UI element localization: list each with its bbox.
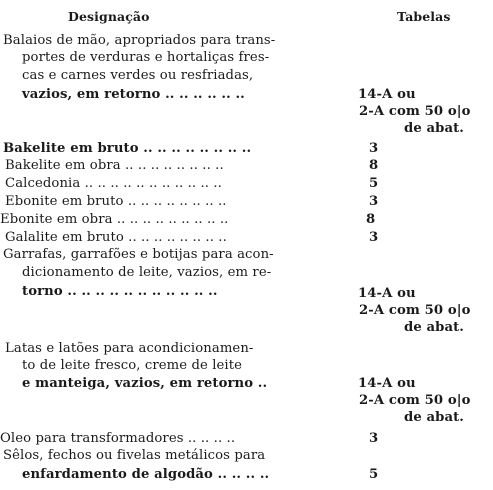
entry-galalite-bruto: Galalite em bruto .. .. .. .. .. .. .. ..	[5, 230, 227, 245]
entry-ebonite-obra: Ebonite em obra .. .. .. .. .. .. .. .. ..	[0, 212, 229, 227]
entry-balaios-line-1: Balaios de mão, apropriados para trans-	[3, 33, 276, 48]
tabela-latas-1: 14-A ou	[358, 376, 416, 391]
tabela-bakelite-obra: 8	[369, 158, 379, 173]
entry-balaios-line-4: vazios, em retorno .. .. .. .. .. ..	[22, 87, 245, 102]
entry-garrafas-line-2: dicionamento de leite, vazios, em re-	[22, 265, 272, 280]
entry-bakelite-bruto: Bakelite em bruto .. .. .. .. .. .. .. ..	[3, 141, 252, 156]
entry-ebonite-bruto: Ebonite em bruto .. .. .. .. .. .. .. ..	[5, 194, 227, 209]
tabela-latas-2: 2-A com 50 o|o	[359, 393, 471, 408]
entry-latas-line-3: e manteiga, vazios, em retorno ..	[22, 376, 268, 391]
entry-selos-line-1: Sêlos, fechos ou fivelas metálicos para	[3, 448, 266, 463]
entry-balaios-line-3: cas e carnes verdes ou resfriadas,	[22, 68, 254, 83]
tabela-garrafas-2: 2-A com 50 o|o	[359, 303, 471, 318]
entry-garrafas-line-1: Garrafas, garrafões e botijas para acon-	[3, 247, 274, 262]
tabela-balaios-1: 14-A ou	[358, 87, 416, 102]
column-header-tabelas: Tabelas	[397, 9, 451, 24]
tabela-oleo: 3	[369, 431, 379, 446]
entry-latas-line-1: Latas e latões para acondicionamen-	[5, 341, 254, 356]
tabela-calcedonia: 5	[369, 176, 379, 191]
entry-oleo: Oleo para transformadores .. .. .. ..	[0, 431, 236, 446]
entry-garrafas-line-3: torno .. .. .. .. .. .. .. .. .. .. ..	[22, 284, 218, 299]
column-header-designacao: Designação	[68, 9, 150, 24]
tabela-bakelite-bruto: 3	[369, 141, 379, 156]
tabela-latas-3: de abat.	[404, 410, 464, 425]
tabela-galalite-bruto: 3	[369, 230, 379, 245]
tabela-ebonite-bruto: 3	[369, 194, 379, 209]
tabela-selos: 5	[369, 467, 379, 482]
entry-calcedonia: Calcedonia .. .. .. .. .. .. .. .. .. .. ..	[5, 176, 222, 191]
tabela-garrafas-3: de abat.	[404, 320, 464, 335]
tabela-garrafas-1: 14-A ou	[358, 286, 416, 301]
tabela-ebonite-obra: 8	[366, 212, 376, 227]
entry-bakelite-obra: Bakelite em obra .. .. .. .. .. .. .. ..	[5, 158, 224, 173]
tabela-balaios-2: 2-A com 50 o|o	[359, 104, 471, 119]
entry-selos-line-2: enfardamento de algodão .. .. .. ..	[22, 467, 270, 482]
tabela-balaios-3: de abat.	[404, 121, 464, 136]
entry-balaios-line-2: portes de verduras e hortaliças fres-	[22, 50, 270, 65]
entry-latas-line-2: to de leite fresco, creme de leite	[22, 358, 243, 373]
